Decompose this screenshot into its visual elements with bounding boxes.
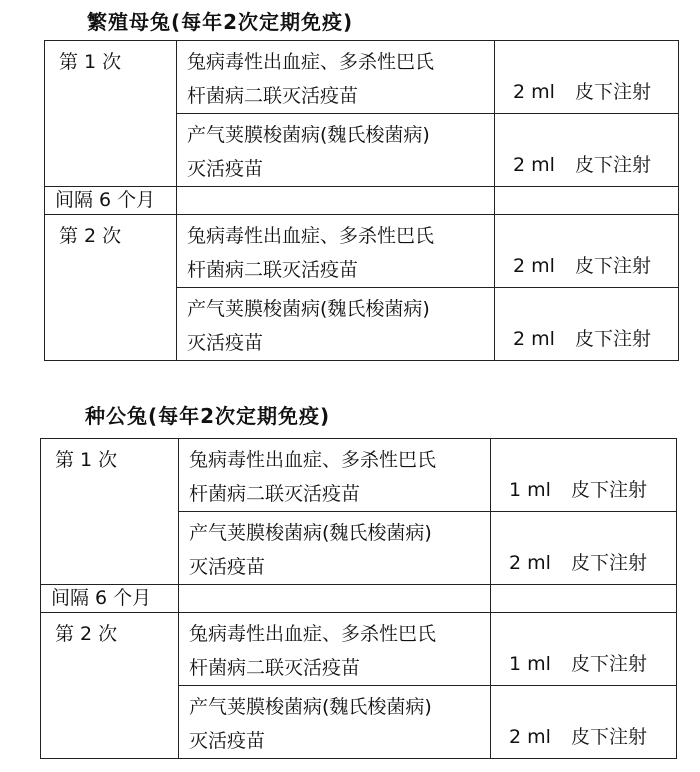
injection-route: 皮下注射 — [575, 154, 652, 176]
vaccine-name-line: 灭活疫苗 — [187, 332, 264, 354]
vaccine-name-line: 兔病毒性出血症、多杀性巴氏 — [187, 225, 435, 247]
dose-amount: 1 ml — [509, 653, 551, 675]
dose-amount: 2 ml — [513, 255, 555, 277]
dosage — [491, 512, 677, 585]
dose-amount: 2 ml — [509, 552, 551, 574]
schedule-table-breeding-bucks — [40, 438, 677, 759]
vaccine-name-line: 产气荚膜梭菌病(魏氏梭菌病) — [187, 298, 430, 320]
dosage — [495, 288, 679, 361]
vaccine-name — [177, 215, 495, 288]
empty-cell — [179, 585, 491, 613]
vaccine-name-line: 灭活疫苗 — [189, 556, 266, 578]
dose-round-label: 第 2 次 — [41, 613, 179, 759]
table-row — [41, 613, 677, 686]
vaccine-name-line: 兔病毒性出血症、多杀性巴氏 — [189, 623, 437, 645]
dosage — [495, 41, 679, 114]
table-row — [45, 215, 679, 288]
vaccine-name — [177, 41, 495, 114]
interval-label: 间隔 6 个月 — [41, 585, 179, 613]
vaccine-name — [179, 439, 491, 512]
injection-route: 皮下注射 — [571, 653, 648, 675]
empty-cell — [177, 187, 495, 215]
injection-route: 皮下注射 — [571, 479, 648, 501]
dosage — [491, 613, 677, 686]
vaccine-name-line: 杆菌病二联灭活疫苗 — [187, 85, 359, 107]
vaccine-name — [179, 512, 491, 585]
schedule-table-breeding-does — [44, 40, 679, 361]
vaccine-name-line: 产气荚膜梭菌病(魏氏梭菌病) — [189, 522, 432, 544]
vaccine-name-line: 产气荚膜梭菌病(魏氏梭菌病) — [189, 696, 432, 718]
dose-amount: 1 ml — [509, 479, 551, 501]
injection-route: 皮下注射 — [575, 81, 652, 103]
section-title-breeding-bucks: 种公兔(每年2次定期免疫) — [85, 404, 331, 428]
vaccine-name-line: 杆菌病二联灭活疫苗 — [189, 483, 361, 505]
dosage — [491, 439, 677, 512]
injection-route: 皮下注射 — [575, 255, 652, 277]
dosage — [495, 114, 679, 187]
table-row — [41, 439, 677, 512]
vaccine-name-line: 灭活疫苗 — [189, 730, 266, 752]
dosage — [491, 686, 677, 759]
empty-cell — [495, 187, 679, 215]
table-row-interval — [45, 187, 679, 215]
injection-route: 皮下注射 — [575, 328, 652, 350]
table-row — [45, 41, 679, 114]
interval-label: 间隔 6 个月 — [45, 187, 177, 215]
vaccine-name — [177, 288, 495, 361]
dose-round-label: 第 2 次 — [45, 215, 177, 361]
vaccine-name-line: 杆菌病二联灭活疫苗 — [189, 657, 361, 679]
injection-route: 皮下注射 — [571, 726, 648, 748]
vaccine-name — [179, 613, 491, 686]
injection-route: 皮下注射 — [571, 552, 648, 574]
vaccine-name-line: 兔病毒性出血症、多杀性巴氏 — [189, 449, 437, 471]
dose-round-label: 第 1 次 — [41, 439, 179, 585]
vaccine-name-line: 杆菌病二联灭活疫苗 — [187, 259, 359, 281]
dose-amount: 2 ml — [513, 81, 555, 103]
dose-amount: 2 ml — [509, 726, 551, 748]
empty-cell — [491, 585, 677, 613]
section-title-breeding-does: 繁殖母兔(每年2次定期免疫) — [87, 10, 354, 34]
vaccine-name-line: 兔病毒性出血症、多杀性巴氏 — [187, 51, 435, 73]
dose-amount: 2 ml — [513, 154, 555, 176]
dose-amount: 2 ml — [513, 328, 555, 350]
dosage — [495, 215, 679, 288]
vaccine-name-line: 灭活疫苗 — [187, 158, 264, 180]
vaccine-name — [179, 686, 491, 759]
table-row-interval — [41, 585, 677, 613]
vaccine-name-line: 产气荚膜梭菌病(魏氏梭菌病) — [187, 124, 430, 146]
vaccine-name — [177, 114, 495, 187]
dose-round-label: 第 1 次 — [45, 41, 177, 187]
